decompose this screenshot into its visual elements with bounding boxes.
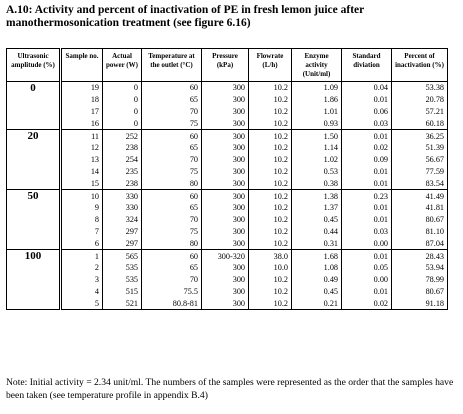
flowrate-cell: 10.0 (249, 262, 292, 274)
percent-inactivation-cell: 41.49 (392, 190, 448, 202)
temperature-cell: 70 (142, 214, 202, 226)
pressure-cell: 300-320 (202, 250, 249, 262)
enzyme-activity-cell: 1.50 (292, 130, 342, 142)
temperature-cell: 65 (142, 142, 202, 154)
temperature-cell: 60 (142, 82, 202, 94)
enzyme-activity-cell: 0.21 (292, 297, 342, 309)
table-row (7, 297, 448, 309)
flowrate-cell: 10.2 (249, 177, 292, 189)
header-percent-inactivation: Percent of inactivation (%) (392, 49, 448, 82)
sample-no-cell: 17 (61, 106, 103, 118)
actual-power-cell: 535 (103, 274, 142, 286)
standard-deviation-cell: 0.00 (342, 274, 392, 286)
table-row (7, 226, 448, 238)
actual-power-cell: 535 (103, 262, 142, 274)
pressure-cell: 300 (202, 154, 249, 166)
data-table (6, 48, 448, 310)
enzyme-activity-cell: 1.38 (292, 190, 342, 202)
pressure-cell: 300 (202, 82, 249, 94)
percent-inactivation-cell: 91.18 (392, 297, 448, 309)
standard-deviation-cell: 0.06 (342, 106, 392, 118)
enzyme-activity-cell: 1.01 (292, 106, 342, 118)
pressure-cell: 300 (202, 262, 249, 274)
pressure-cell: 300 (202, 237, 249, 249)
percent-inactivation-cell: 53.38 (392, 82, 448, 94)
temperature-cell: 65 (142, 94, 202, 106)
table-title: A.10: Activity and percent of inactivation of PE in fresh lemon juice after manothermosonication treatment (see figure 6.16) (6, 4, 365, 29)
standard-deviation-cell: 0.01 (342, 202, 392, 214)
standard-deviation-cell: 0.05 (342, 262, 392, 274)
amplitude-cell: 100 (7, 250, 61, 310)
enzyme-activity-cell: 1.37 (292, 202, 342, 214)
pressure-cell: 300 (202, 274, 249, 286)
table-row (7, 130, 448, 142)
enzyme-activity-cell: 0.45 (292, 214, 342, 226)
temperature-cell: 80 (142, 177, 202, 189)
table-row (7, 177, 448, 189)
header-temperature: Temperature at the outlet (°C) (142, 49, 202, 82)
pressure-cell: 300 (202, 177, 249, 189)
pressure-cell: 300 (202, 214, 249, 226)
enzyme-activity-cell: 1.08 (292, 262, 342, 274)
table-row (7, 142, 448, 154)
temperature-cell: 75 (142, 226, 202, 238)
standard-deviation-cell: 0.01 (342, 130, 392, 142)
actual-power-cell: 297 (103, 237, 142, 249)
percent-inactivation-cell: 81.10 (392, 226, 448, 238)
percent-inactivation-cell: 83.54 (392, 177, 448, 189)
pressure-cell: 300 (202, 94, 249, 106)
percent-inactivation-cell: 56.67 (392, 154, 448, 166)
flowrate-cell: 10.2 (249, 117, 292, 129)
percent-inactivation-cell: 77.59 (392, 166, 448, 178)
actual-power-cell: 235 (103, 166, 142, 178)
standard-deviation-cell: 0.02 (342, 142, 392, 154)
flowrate-cell: 10.2 (249, 274, 292, 286)
pressure-cell: 300 (202, 166, 249, 178)
table-row (7, 202, 448, 214)
actual-power-cell: 515 (103, 286, 142, 298)
percent-inactivation-cell: 57.21 (392, 106, 448, 118)
actual-power-cell: 330 (103, 190, 142, 202)
table-row (7, 166, 448, 178)
enzyme-activity-cell: 0.49 (292, 274, 342, 286)
amplitude-cell: 0 (7, 82, 61, 130)
amplitude-cell: 20 (7, 130, 61, 190)
pressure-cell: 300 (202, 226, 249, 238)
sample-no-cell: 15 (61, 177, 103, 189)
percent-inactivation-cell: 87.04 (392, 237, 448, 249)
sample-no-cell: 12 (61, 142, 103, 154)
flowrate-cell: 10.2 (249, 297, 292, 309)
actual-power-cell: 324 (103, 214, 142, 226)
temperature-cell: 75 (142, 117, 202, 129)
temperature-cell: 70 (142, 274, 202, 286)
header-amplitude: Ultrasonic amplitude (%) (7, 49, 61, 82)
enzyme-activity-cell: 0.53 (292, 166, 342, 178)
sample-no-cell: 3 (61, 274, 103, 286)
sample-no-cell: 19 (61, 82, 103, 94)
table-row (7, 106, 448, 118)
pressure-cell: 300 (202, 286, 249, 298)
sample-no-cell: 1 (61, 250, 103, 262)
sample-no-cell: 13 (61, 154, 103, 166)
percent-inactivation-cell: 36.25 (392, 130, 448, 142)
actual-power-cell: 238 (103, 177, 142, 189)
actual-power-cell: 521 (103, 297, 142, 309)
header-row (7, 49, 448, 82)
standard-deviation-cell: 0.09 (342, 154, 392, 166)
temperature-cell: 70 (142, 106, 202, 118)
standard-deviation-cell: 0.01 (342, 250, 392, 262)
actual-power-cell: 0 (103, 106, 142, 118)
temperature-cell: 70 (142, 154, 202, 166)
sample-no-cell: 10 (61, 190, 103, 202)
standard-deviation-cell: 0.01 (342, 177, 392, 189)
flowrate-cell: 10.2 (249, 286, 292, 298)
percent-inactivation-cell: 51.39 (392, 142, 448, 154)
sample-no-cell: 7 (61, 226, 103, 238)
percent-inactivation-cell: 80.67 (392, 286, 448, 298)
enzyme-activity-cell: 1.86 (292, 94, 342, 106)
enzyme-activity-cell: 0.38 (292, 177, 342, 189)
table-row (7, 250, 448, 262)
flowrate-cell: 10.2 (249, 166, 292, 178)
header-sample-no: Sample no. (61, 49, 103, 82)
actual-power-cell: 565 (103, 250, 142, 262)
temperature-cell: 60 (142, 250, 202, 262)
pressure-cell: 300 (202, 202, 249, 214)
standard-deviation-cell: 0.00 (342, 237, 392, 249)
enzyme-activity-cell: 1.02 (292, 154, 342, 166)
percent-inactivation-cell: 41.81 (392, 202, 448, 214)
pressure-cell: 300 (202, 106, 249, 118)
actual-power-cell: 0 (103, 82, 142, 94)
standard-deviation-cell: 0.03 (342, 226, 392, 238)
sample-no-cell: 11 (61, 130, 103, 142)
flowrate-cell: 10.2 (249, 237, 292, 249)
actual-power-cell: 0 (103, 94, 142, 106)
standard-deviation-cell: 0.23 (342, 190, 392, 202)
enzyme-activity-cell: 1.68 (292, 250, 342, 262)
temperature-cell: 75.5 (142, 286, 202, 298)
percent-inactivation-cell: 53.94 (392, 262, 448, 274)
sample-no-cell: 6 (61, 237, 103, 249)
standard-deviation-cell: 0.01 (342, 286, 392, 298)
flowrate-cell: 10.2 (249, 214, 292, 226)
header-actual-power: Actual power (W) (103, 49, 142, 82)
flowrate-cell: 10.2 (249, 154, 292, 166)
temperature-cell: 80 (142, 237, 202, 249)
enzyme-activity-cell: 1.14 (292, 142, 342, 154)
enzyme-activity-cell: 1.09 (292, 82, 342, 94)
flowrate-cell: 10.2 (249, 226, 292, 238)
sample-no-cell: 2 (61, 262, 103, 274)
percent-inactivation-cell: 80.67 (392, 214, 448, 226)
pressure-cell: 300 (202, 130, 249, 142)
enzyme-activity-cell: 0.45 (292, 286, 342, 298)
actual-power-cell: 252 (103, 130, 142, 142)
enzyme-activity-cell: 0.93 (292, 117, 342, 129)
actual-power-cell: 330 (103, 202, 142, 214)
enzyme-activity-cell: 0.44 (292, 226, 342, 238)
sample-no-cell: 16 (61, 117, 103, 129)
table-row (7, 274, 448, 286)
pressure-cell: 300 (202, 190, 249, 202)
flowrate-cell: 10.2 (249, 130, 292, 142)
table-row (7, 94, 448, 106)
pressure-cell: 300 (202, 142, 249, 154)
header-pressure: Pressure (kPa) (202, 49, 249, 82)
flowrate-cell: 10.2 (249, 142, 292, 154)
percent-inactivation-cell: 28.43 (392, 250, 448, 262)
table-row (7, 286, 448, 298)
sample-no-cell: 9 (61, 202, 103, 214)
temperature-cell: 65 (142, 262, 202, 274)
table-row (7, 214, 448, 226)
header-enzyme-activity: Enzyme activity (Unit/ml) (292, 49, 342, 82)
pressure-cell: 300 (202, 297, 249, 309)
table-row (7, 154, 448, 166)
actual-power-cell: 238 (103, 142, 142, 154)
flowrate-cell: 10.2 (249, 82, 292, 94)
pressure-cell: 300 (202, 117, 249, 129)
flowrate-cell: 10.2 (249, 202, 292, 214)
temperature-cell: 80.8-81 (142, 297, 202, 309)
footnote: Note: Initial activity = 2.34 unit/ml. The numbers of the samples were represented as the order that the samples have been taken (see temperature profile in appendix B.4) (6, 377, 454, 401)
standard-deviation-cell: 0.01 (342, 94, 392, 106)
table-body (7, 82, 448, 310)
standard-deviation-cell: 0.03 (342, 117, 392, 129)
sample-no-cell: 18 (61, 94, 103, 106)
temperature-cell: 65 (142, 202, 202, 214)
table-row (7, 190, 448, 202)
standard-deviation-cell: 0.01 (342, 214, 392, 226)
temperature-cell: 60 (142, 130, 202, 142)
actual-power-cell: 0 (103, 117, 142, 129)
table-row (7, 82, 448, 94)
percent-inactivation-cell: 78.99 (392, 274, 448, 286)
flowrate-cell: 10.2 (249, 190, 292, 202)
header-flowrate: Flowrate (L/h) (249, 49, 292, 82)
standard-deviation-cell: 0.01 (342, 166, 392, 178)
actual-power-cell: 297 (103, 226, 142, 238)
temperature-cell: 60 (142, 190, 202, 202)
temperature-cell: 75 (142, 166, 202, 178)
table-row (7, 117, 448, 129)
flowrate-cell: 10.2 (249, 94, 292, 106)
sample-no-cell: 8 (61, 214, 103, 226)
percent-inactivation-cell: 60.18 (392, 117, 448, 129)
table-row (7, 262, 448, 274)
amplitude-cell: 50 (7, 190, 61, 250)
sample-no-cell: 5 (61, 297, 103, 309)
table-row (7, 237, 448, 249)
standard-deviation-cell: 0.04 (342, 82, 392, 94)
sample-no-cell: 14 (61, 166, 103, 178)
standard-deviation-cell: 0.02 (342, 297, 392, 309)
enzyme-activity-cell: 0.31 (292, 237, 342, 249)
actual-power-cell: 254 (103, 154, 142, 166)
header-standard-deviation: Standard diviation (342, 49, 392, 82)
flowrate-cell: 10.2 (249, 106, 292, 118)
percent-inactivation-cell: 20.78 (392, 94, 448, 106)
flowrate-cell: 38.0 (249, 250, 292, 262)
sample-no-cell: 4 (61, 286, 103, 298)
